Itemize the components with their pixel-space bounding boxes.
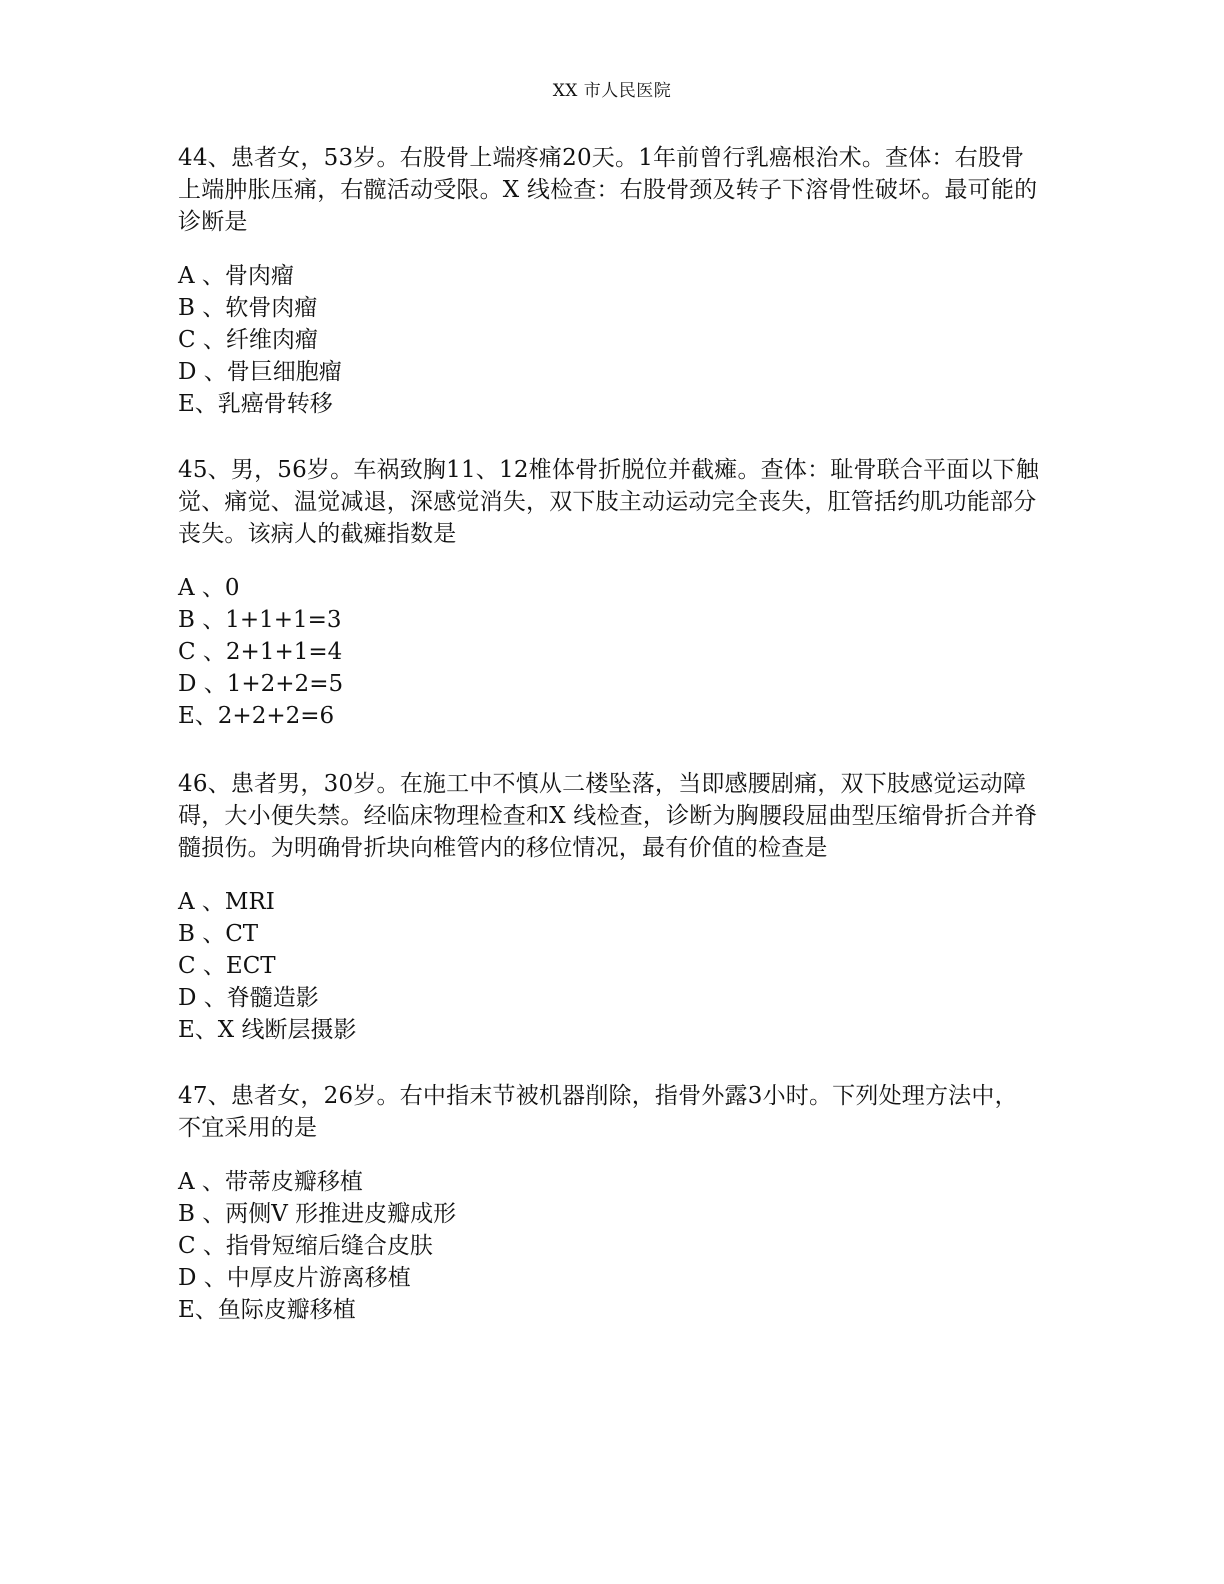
option-d: D 、中厚皮片游离移植 [178, 1265, 411, 1291]
question-47 [178, 1080, 1040, 1326]
question-stem: 45、男，56岁。车祸致胸11、12椎体骨折脱位并截瘫。查体：耻骨联合平面以下触觉、痛觉、温觉减退，深感觉消失，双下肢主动运动完全丧失，肛管括约肌功能部分丧失。该病人的截瘫指数是 [178, 457, 1040, 547]
option-d: D 、1+2+2=5 [178, 671, 344, 697]
question-45 [178, 454, 1040, 732]
option-d: D 、骨巨细胞瘤 [178, 359, 342, 385]
option-a: A 、带蒂皮瓣移植 [178, 1169, 363, 1195]
question-stem: 46、患者男，30岁。在施工中不慎从二楼坠落，当即感腰剧痛，双下肢感觉运动障碍，大小便失禁。经临床物理检查和X 线检查，诊断为胸腰段屈曲型压缩骨折合并脊髓损伤。为明确骨折块向椎管内的移位情况，最有价值的检查是 [178, 771, 1038, 861]
option-e: E、鱼际皮瓣移植 [178, 1297, 356, 1323]
option-list [178, 260, 1040, 420]
option-a: A 、0 [178, 575, 240, 601]
option-b: B 、两侧V 形推进皮瓣成形 [178, 1201, 457, 1227]
option-b: B 、CT [178, 921, 259, 947]
option-c: C 、ECT [178, 953, 276, 979]
option-list [178, 886, 1040, 1046]
option-list [178, 1166, 1040, 1326]
option-c: C 、纤维肉瘤 [178, 327, 318, 353]
option-b: B 、1+1+1=3 [178, 607, 342, 633]
question-stem: 47、患者女，26岁。右中指末节被机器削除，指骨外露3小时。下列处理方法中，不宜采用的是 [178, 1083, 1018, 1141]
option-b: B 、软骨肉瘤 [178, 295, 318, 321]
question-46 [178, 768, 1040, 1046]
option-c: C 、指骨短缩后缝合皮肤 [178, 1233, 433, 1259]
question-stem: 44、患者女，53岁。右股骨上端疼痛20天。1年前曾行乳癌根治术。查体：右股骨上端肿胀压痛，右髋活动受限。X 线检查：右股骨颈及转子下溶骨性破坏。最可能的诊断是 [178, 145, 1038, 235]
option-a: A 、骨肉瘤 [178, 263, 294, 289]
option-e: E、X 线断层摄影 [178, 1017, 357, 1043]
question-44 [178, 142, 1040, 420]
option-a: A 、MRI [178, 889, 275, 915]
option-e: E、乳癌骨转移 [178, 391, 333, 417]
option-c: C 、2+1+1=4 [178, 639, 343, 665]
option-e: E、2+2+2=6 [178, 703, 335, 729]
document-header: XX 市人民医院 [552, 81, 672, 101]
option-list [178, 572, 1040, 732]
option-d: D 、脊髓造影 [178, 985, 319, 1011]
